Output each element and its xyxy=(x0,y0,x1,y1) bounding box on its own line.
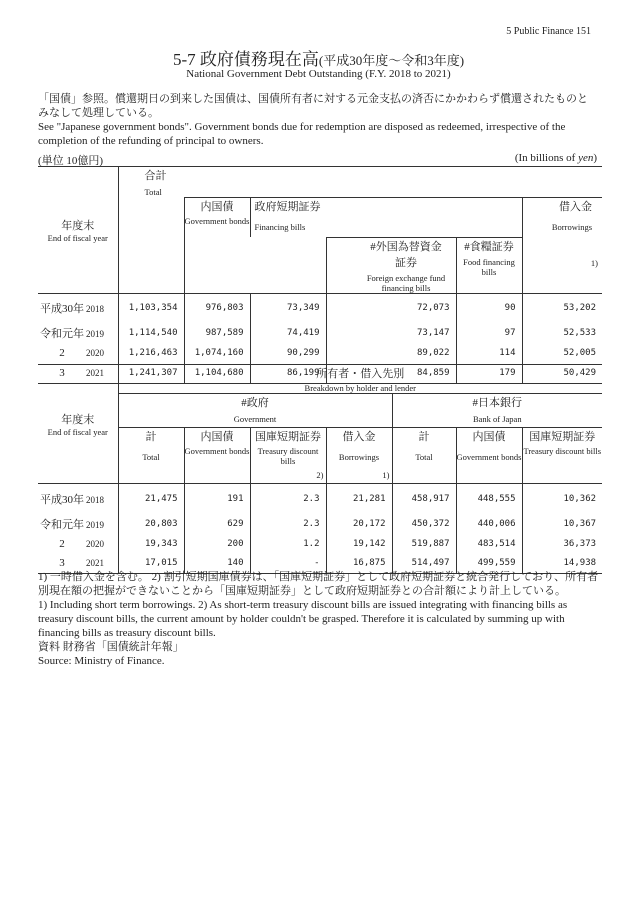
header2-breakdown: 所有者・借入先別 Breakdown by holder and lender xyxy=(118,365,602,394)
value-b-bonds: 483,514 xyxy=(456,534,522,554)
era-label: 令和元年 xyxy=(40,518,84,531)
value-borrow: 53,202 xyxy=(522,293,602,323)
header-fiscal-year: 年度末 End of fiscal year xyxy=(38,167,118,294)
value-g-total: 20,803 xyxy=(118,514,184,534)
year-label: 2018 xyxy=(86,304,104,315)
table-row xyxy=(38,484,602,514)
source-jp: 資料 財務省「国債統計年報」 xyxy=(38,641,184,653)
note-en: See "Japanese government bonds". Government bonds due for redemption are disposed as redeemed, irrespective of the completion of the refunding of principal to owners. xyxy=(38,121,566,147)
value-borrow: 50,429 xyxy=(522,363,602,383)
value-forex: 84,859 xyxy=(326,363,456,383)
header-forex-bills: #外国為替資金証券 Foreign exchange fund financing bills xyxy=(326,237,456,293)
header2-gov-tdb: 国庫短期証券 Treasury discount bills 2) xyxy=(250,428,326,484)
value-bonds: 1,104,680 xyxy=(184,363,250,383)
value-food: 114 xyxy=(456,343,522,363)
page-title xyxy=(0,45,637,70)
value-total: 1,241,307 xyxy=(118,363,184,383)
value-food: 179 xyxy=(456,363,522,383)
value-g-total: 21,475 xyxy=(118,484,184,514)
value-g-tdb: 2.3 xyxy=(250,514,326,534)
value-borrow: 52,005 xyxy=(522,343,602,363)
value-b-bonds: 499,559 xyxy=(456,554,522,574)
header2-boj-total: 計 Total xyxy=(392,428,456,484)
header2-boj: #日本銀行 Bank of Japan xyxy=(392,394,602,428)
header-financing-bills: 政府短期証券 Financing bills xyxy=(250,197,522,237)
header2-gov-total: 計 Total xyxy=(118,428,184,484)
value-bonds: 1,074,160 xyxy=(184,343,250,363)
header2-gov-borrowings: 借入金 Borrowings 1) xyxy=(326,428,392,484)
value-food: 97 xyxy=(456,323,522,343)
breakdown-table xyxy=(38,364,602,574)
header2-government: #政府 Government xyxy=(118,394,392,428)
era-label: 3 xyxy=(59,366,65,379)
value-b-total: 450,372 xyxy=(392,514,456,534)
unit-jp: (単位 10億円) xyxy=(38,155,104,167)
value-b-bonds: 440,006 xyxy=(456,514,522,534)
value-b-tdb: 14,938 xyxy=(522,554,602,574)
fiscal-year-cell xyxy=(38,534,118,554)
year-label: 2019 xyxy=(86,519,104,530)
title-main: 5-7 政府債務現在高 xyxy=(172,50,319,69)
value-total: 1,103,354 xyxy=(118,293,184,323)
value-bills: 86,199 xyxy=(250,363,326,383)
unit-en: (In billions of yen) xyxy=(514,152,597,164)
value-b-total: 458,917 xyxy=(392,484,456,514)
debt-table xyxy=(38,166,602,384)
fiscal-year-cell xyxy=(38,343,118,363)
value-g-borrow: 19,142 xyxy=(326,534,392,554)
era-label: 平成30年 xyxy=(40,493,84,506)
value-forex: 89,022 xyxy=(326,343,456,363)
value-g-bonds: 629 xyxy=(184,514,250,534)
value-g-tdb: 2.3 xyxy=(250,484,326,514)
header-borrowings: 借入金 Borrowings 1) xyxy=(522,197,602,293)
title-english: National Government Debt Outstanding (F.Y. 2018 to 2021) xyxy=(186,68,451,80)
era-label: 令和元年 xyxy=(40,328,84,340)
note-jp: 「国債」参照。償還期日の到来した国債は、国債所有者に対する元金支払の済否にかかわらず償還されたものとみなして処理している。 xyxy=(38,93,588,119)
value-b-bonds: 448,555 xyxy=(456,484,522,514)
value-g-tdb: 1.2 xyxy=(250,534,326,554)
value-b-total: 519,887 xyxy=(392,534,456,554)
value-b-tdb: 36,373 xyxy=(522,534,602,554)
value-g-bonds: 191 xyxy=(184,484,250,514)
fiscal-year-cell xyxy=(38,484,118,514)
value-food: 90 xyxy=(456,293,522,323)
fiscal-year-cell xyxy=(38,514,118,534)
value-bills: 74,419 xyxy=(250,323,326,343)
footnote-jp: 1) 一時借入金を含む。 2) 割引短期国庫債券は、「国庫短期証券」として政府短期証券と統合発行しており、所有者別現在額の把握ができないことから「国庫短期証券」として政府短期証券との合計額により計上している。 xyxy=(38,571,599,597)
fiscal-year-cell xyxy=(38,293,118,323)
year-label: 2019 xyxy=(86,329,104,339)
header2-fiscal-year: 年度末 End of fiscal year xyxy=(38,365,118,484)
table-row xyxy=(38,343,602,363)
fiscal-year-cell xyxy=(38,323,118,343)
header-food-bills: #食糧証券 Food financing bills xyxy=(456,237,522,293)
value-forex: 73,147 xyxy=(326,323,456,343)
header2-boj-bonds: 内国債 Government bonds xyxy=(456,428,522,484)
footnote-en: 1) Including short term borrowings. 2) As short-term treasury discount bills are issued integrating with financing bills as treasury discount bills, the current amount by holder couldn't be grasped. Therefore it is calculated by summing up with financing bills as treasury discount bills. xyxy=(38,599,568,639)
year-label: 2020 xyxy=(86,348,104,358)
value-bills: 90,299 xyxy=(250,343,326,363)
table-row xyxy=(38,323,602,343)
page-header: 5 Public Finance 151 xyxy=(506,26,591,37)
table-row xyxy=(38,534,602,554)
era-label: 2 xyxy=(59,347,65,359)
value-g-total: 19,343 xyxy=(118,534,184,554)
header-gov-bonds: 内国債 Government bonds xyxy=(184,197,250,293)
value-g-borrow: 21,281 xyxy=(326,484,392,514)
value-b-total: 514,497 xyxy=(392,554,456,574)
header-total: 合計 Total xyxy=(118,167,184,198)
value-g-tdb: - xyxy=(250,554,326,574)
value-g-borrow: 20,172 xyxy=(326,514,392,534)
table-row xyxy=(38,293,602,323)
value-g-bonds: 140 xyxy=(184,554,250,574)
value-bonds: 976,803 xyxy=(184,293,250,323)
value-g-total: 17,015 xyxy=(118,554,184,574)
era-label: 平成30年 xyxy=(40,303,84,316)
value-b-tdb: 10,362 xyxy=(522,484,602,514)
year-label: 2018 xyxy=(86,494,104,505)
value-bills: 73,349 xyxy=(250,293,326,323)
title-sub: (平成30年度～令和3年度) xyxy=(318,53,465,68)
year-label: 2021 xyxy=(86,558,104,569)
source-en: Source: Ministry of Finance. xyxy=(38,655,165,667)
value-forex: 72,073 xyxy=(326,293,456,323)
era-label: 2 xyxy=(59,537,65,550)
value-borrow: 52,533 xyxy=(522,323,602,343)
value-g-bonds: 200 xyxy=(184,534,250,554)
value-bonds: 987,589 xyxy=(184,323,250,343)
value-g-borrow: 16,875 xyxy=(326,554,392,574)
era-label: 3 xyxy=(59,557,65,570)
year-label: 2020 xyxy=(86,538,104,549)
value-b-tdb: 10,367 xyxy=(522,514,602,534)
header2-boj-tdb: 国庫短期証券 Treasury discount bills xyxy=(522,428,602,484)
year-label: 2021 xyxy=(86,367,104,378)
value-total: 1,216,463 xyxy=(118,343,184,363)
table-row xyxy=(38,514,602,534)
value-total: 1,114,540 xyxy=(118,323,184,343)
header2-gov-bonds: 内国債 Government bonds xyxy=(184,428,250,484)
